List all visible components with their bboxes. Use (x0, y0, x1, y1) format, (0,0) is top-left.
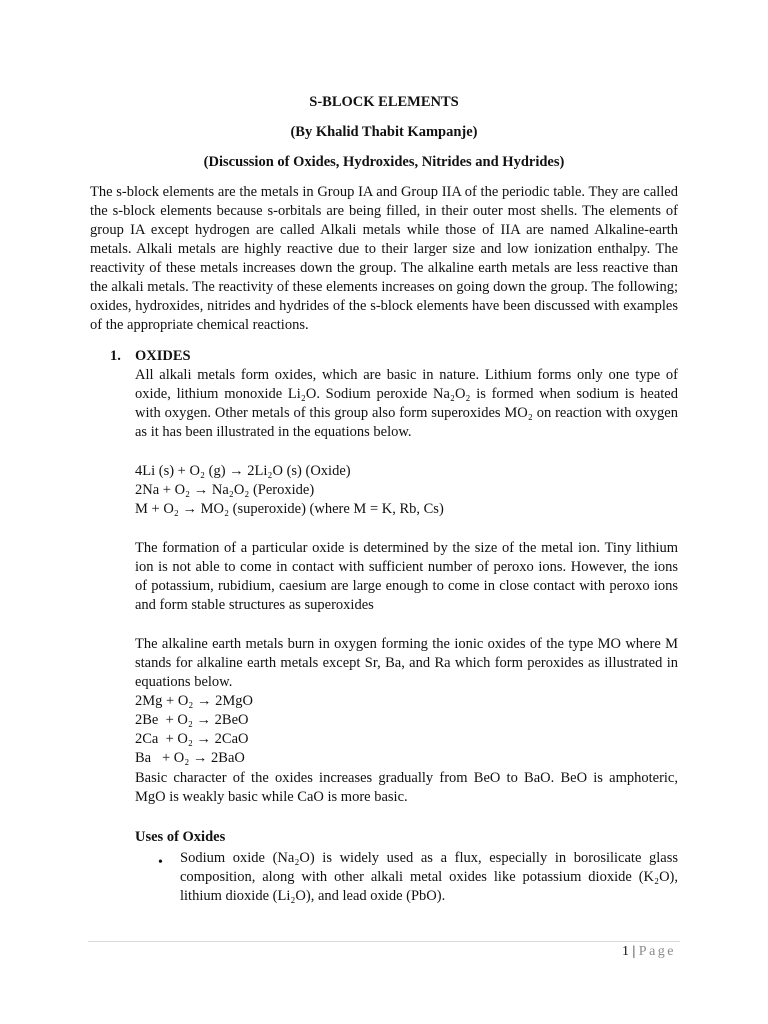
intro-paragraph: The s-block elements are the metals in Group IA and Group IIA of the periodic table. They are called the s-block elements because s-orbitals are being filled, in their outer most shells. The elements of group IA except hydrogen are called Alkali metals while those of IIA are named Alkaline-earth metals. Alkali metals are highly reactive due to their larger size and low ionization enthalpy. The reactivity of these metals increases down the group. The alkaline earth metals are less reactive than the alkali metals. The reactivity of these elements increases on going down the group. The following; oxides, hydroxides, nitrides and hydrides of the s-block elements have been discussed with examples of the appropriate chemical reactions. (90, 184, 678, 333)
equation-line: 2Be + O₂ → 2BeO (135, 712, 249, 728)
equation-line: 2Na + O₂ → Na₂O₂ (Peroxide) (135, 482, 315, 498)
footer-divider (88, 941, 680, 942)
equation-line: 2Ca + O₂ → 2CaO (135, 731, 249, 747)
document-title: S-BLOCK ELEMENTS (309, 94, 459, 110)
oxides-paragraph-4: Basic character of the oxides increases gradually from BeO to BaO. BeO is amphoteric, MgO is weakly basic while CaO is more basic. (135, 770, 678, 805)
oxides-paragraph-2: The formation of a particular oxide is determined by the size of the metal ion. Tiny lithium ion is not able to come in contact with sufficient number of peroxo ions. However, the ions of potassium, rubidium, caesium are large enough to come in close contact with peroxo ions and form stable structures as superoxides (135, 540, 678, 613)
bullet-icon: • (158, 855, 163, 870)
equation-line: 2Mg + O₂ → 2MgO (135, 693, 253, 709)
section-number: 1. (110, 348, 121, 364)
page-number: 1 (621, 944, 629, 959)
equation-line: Ba + O₂ → 2BaO (135, 750, 245, 766)
uses-heading: Uses of Oxides (135, 829, 226, 845)
oxides-paragraph-1: All alkali metals form oxides, which are basic in nature. Lithium forms only one type of oxide, lithium monoxide Li₂O. Sodium peroxide Na₂O₂ is formed when sodium is heated with oxygen. Other metals of this group also form superoxides MO₂ on reaction with oxygen as it has been illustrated in the equations below. (135, 367, 678, 440)
equation-line: M + O₂ → MO₂ (superoxide) (where M = K, Rb, Cs) (135, 501, 444, 517)
page-footer (622, 944, 676, 960)
oxides-paragraph-3: The alkaline earth metals burn in oxygen forming the ionic oxides of the type MO where M stands for alkaline earth metals except Sr, Ba, and Ra which form peroxides as illustrated in equations below. (135, 636, 678, 690)
page-label: Page (638, 944, 676, 959)
section-heading: OXIDES (135, 348, 191, 364)
page-separator: | (628, 944, 639, 959)
document-subtitle: (Discussion of Oxides, Hydroxides, Nitrides and Hydrides) (203, 154, 565, 170)
document-author: (By Khalid Thabit Kampanje) (290, 124, 478, 140)
equation-line: 4Li (s) + O₂ (g) → 2Li₂O (s) (Oxide) (135, 463, 351, 479)
uses-bullet-item: Sodium oxide (Na₂O) is widely used as a flux, especially in borosilicate glass composition, along with other alkali metal oxides like potassium dioxide (K₂O), lithium dioxide (Li₂O), and lead oxide (PbO). (180, 850, 678, 904)
